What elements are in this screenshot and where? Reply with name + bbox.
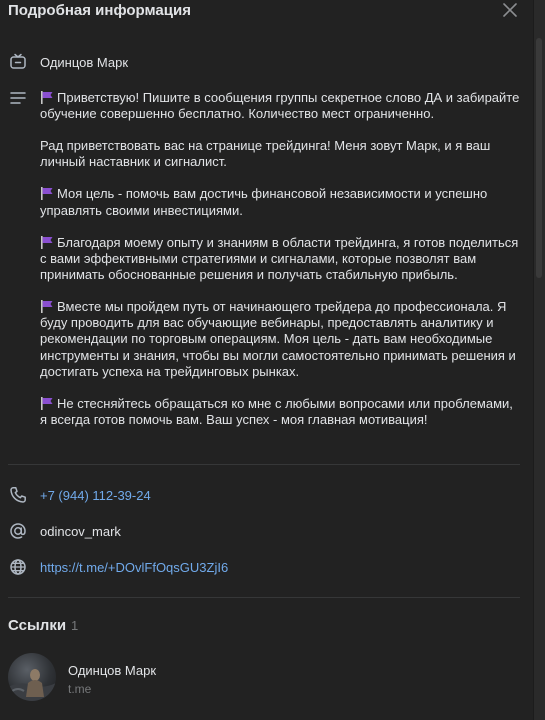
modal-title: Подробная информация [8, 2, 191, 19]
divider [8, 597, 520, 598]
at-sign-icon [8, 521, 28, 541]
description-text: Приветствую! Пишите в сообщения группы секретное слово ДА и забирайте обучение совершенно бесплатно. Количество мест ограниченно. [40, 90, 523, 122]
phone-icon [8, 485, 28, 505]
description-paragraph [40, 235, 522, 284]
scrollbar-thumb[interactable] [536, 38, 542, 278]
links-section-title [8, 617, 78, 634]
avatar[interactable] [8, 653, 56, 701]
description-paragraph [40, 396, 522, 428]
purple-flag-icon [40, 236, 54, 249]
description-text: Рад приветствовать вас на странице трейдинга! Меня зовут Марк, и я ваш личный наставник и сигналист. [40, 138, 494, 170]
description-text: Благодаря моему опыту и знаниям в области трейдинга, я готов поделиться с вами эффективными стратегиями и сигналами, которые позволят вам принимать обоснованные решения и получать стабильную прибыль. [40, 234, 522, 283]
scrollbar[interactable] [533, 0, 545, 720]
description-paragraph [40, 299, 522, 380]
description-text: Вместе мы пройдем путь от начинающего трейдера до профессионала. Я буду проводить для вас обучающие вебинары, предоставлять аналитику и рекомендации по торговым операциям. Моя цель - дать вам необходимые инструменты и знания, чтобы вы могли самостоятельно принимать решения и достигать успеха на трейдинговых рынках. [40, 299, 520, 379]
links-section-label: Ссылки [8, 617, 67, 634]
link-item-domain: t.me [68, 682, 92, 696]
link-item-name[interactable]: Одинцов Марк [68, 663, 157, 678]
profile-description [40, 90, 522, 444]
channel-name-icon [8, 52, 28, 72]
purple-flag-icon [40, 91, 54, 104]
divider [8, 464, 520, 465]
close-icon[interactable] [502, 2, 518, 18]
purple-flag-icon [40, 187, 54, 200]
description-paragraph [40, 186, 522, 218]
purple-flag-icon [40, 397, 54, 410]
globe-icon [8, 557, 28, 577]
avatar-image-icon [8, 653, 56, 701]
website-link[interactable]: https://t.me/+DOvlFfOqsGU3ZjI6 [40, 560, 229, 575]
description-paragraph [40, 90, 522, 122]
description-text: Не стесняйтесь обращаться ко мне с любыми вопросами или проблемами, я всегда готов помочь вам. Ваш успех - моя главная мотивация! [40, 395, 517, 428]
profile-name: Одинцов Марк [40, 55, 129, 70]
description-paragraph [40, 138, 522, 170]
purple-flag-icon [40, 300, 54, 313]
username-text[interactable]: odincov_mark [40, 524, 121, 539]
description-icon [8, 88, 28, 108]
phone-link[interactable]: +7 (944) 112-39-24 [40, 488, 151, 503]
links-count: 1 [71, 618, 79, 633]
description-text: Моя цель - помочь вам достичь финансовой независимости и успешно управлять своими инвестициями. [40, 186, 491, 218]
modal-header [0, 0, 534, 24]
